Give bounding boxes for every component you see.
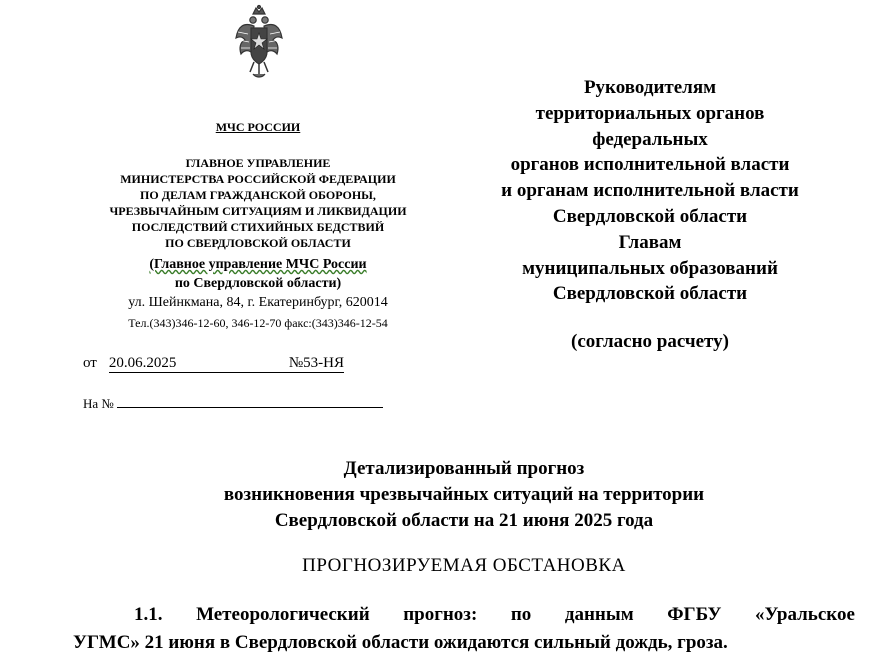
document-date-line <box>83 355 344 373</box>
addressee-block <box>460 75 840 307</box>
paragraph-word: по <box>510 604 532 625</box>
title-line: Детализированный прогноз <box>343 458 585 479</box>
department-line: ПО СВЕРДЛОВСКОЙ ОБЛАСТИ <box>165 236 351 250</box>
department-line: ГЛАВНОЕ УПРАВЛЕНИЕ <box>185 156 331 170</box>
paragraph-word: Метеорологический <box>196 604 370 625</box>
title-line: возникновения чрезвычайных ситуаций на территории <box>223 484 705 505</box>
paragraph-word: «Уральское <box>755 604 855 625</box>
paragraph-line <box>73 601 855 629</box>
paragraph-line: УГМС» 21 июня в Свердловской области ожидаются сильный дождь, гроза. <box>73 632 728 653</box>
document-title <box>60 456 868 534</box>
reference-line <box>83 395 383 412</box>
paragraph-word: данным <box>564 604 634 625</box>
addressee-line: муниципальных образований <box>522 257 778 279</box>
reference-blank <box>117 395 383 408</box>
addressee-line: органов исполнительной власти <box>510 154 790 176</box>
addressee-line: Свердловской области <box>552 205 748 227</box>
department-line: ПОСЛЕДСТВИЙ СТИХИЙНЫХ БЕДСТВИЙ <box>131 220 385 234</box>
short-name-line: (Главное управление МЧС России <box>149 257 367 272</box>
emchs-emblem-icon <box>234 4 284 80</box>
title-line: Свердловской области на 21 июня 2025 года <box>274 510 654 531</box>
department-line: ПО ДЕЛАМ ГРАЖДАНСКОЙ ОБОРОНЫ, <box>140 188 376 202</box>
paragraph-word: прогноз: <box>403 604 478 625</box>
addressee-line: Главам <box>618 231 682 253</box>
per-calculation-note: (согласно расчету) <box>571 331 729 352</box>
department-line: МИНИСТЕРСТВА РОССИЙСКОЙ ФЕДЕРАЦИИ <box>120 172 396 186</box>
department-full-name <box>60 155 456 251</box>
paragraph-word: ФГБУ <box>667 604 722 625</box>
address: ул. Шейнкмана, 84, г. Екатеринбург, 620014 <box>128 295 388 310</box>
document-number: №53-НЯ <box>288 355 345 371</box>
date-label: от <box>83 355 97 371</box>
addressee-line: и органам исполнительной власти <box>501 180 799 202</box>
ministry-short-name: МЧС РОССИИ <box>215 120 301 134</box>
addressee-line: территориальных органов <box>535 102 765 124</box>
forecast-paragraph <box>73 601 855 657</box>
department-line: ЧРЕЗВЫЧАЙНЫМ СИТУАЦИЯМ И ЛИКВИДАЦИИ <box>109 204 407 218</box>
short-name-line: по Свердловской области) <box>174 276 342 291</box>
addressee-line: Свердловской области <box>552 283 748 305</box>
paragraph-word: 1.1. <box>134 604 163 625</box>
addressee-line: федеральных <box>592 128 708 150</box>
phones: Тел.(343)346-12-60, 346-12-70 факс:(343)346-12-54 <box>128 316 388 330</box>
department-short-name <box>60 255 456 293</box>
reference-label: На № <box>83 396 114 411</box>
date-value: 20.06.2025 <box>109 355 289 373</box>
addressee-line: Руководителям <box>583 77 717 98</box>
section-heading: ПРОГНОЗИРУЕМАЯ ОБСТАНОВКА <box>302 555 626 576</box>
